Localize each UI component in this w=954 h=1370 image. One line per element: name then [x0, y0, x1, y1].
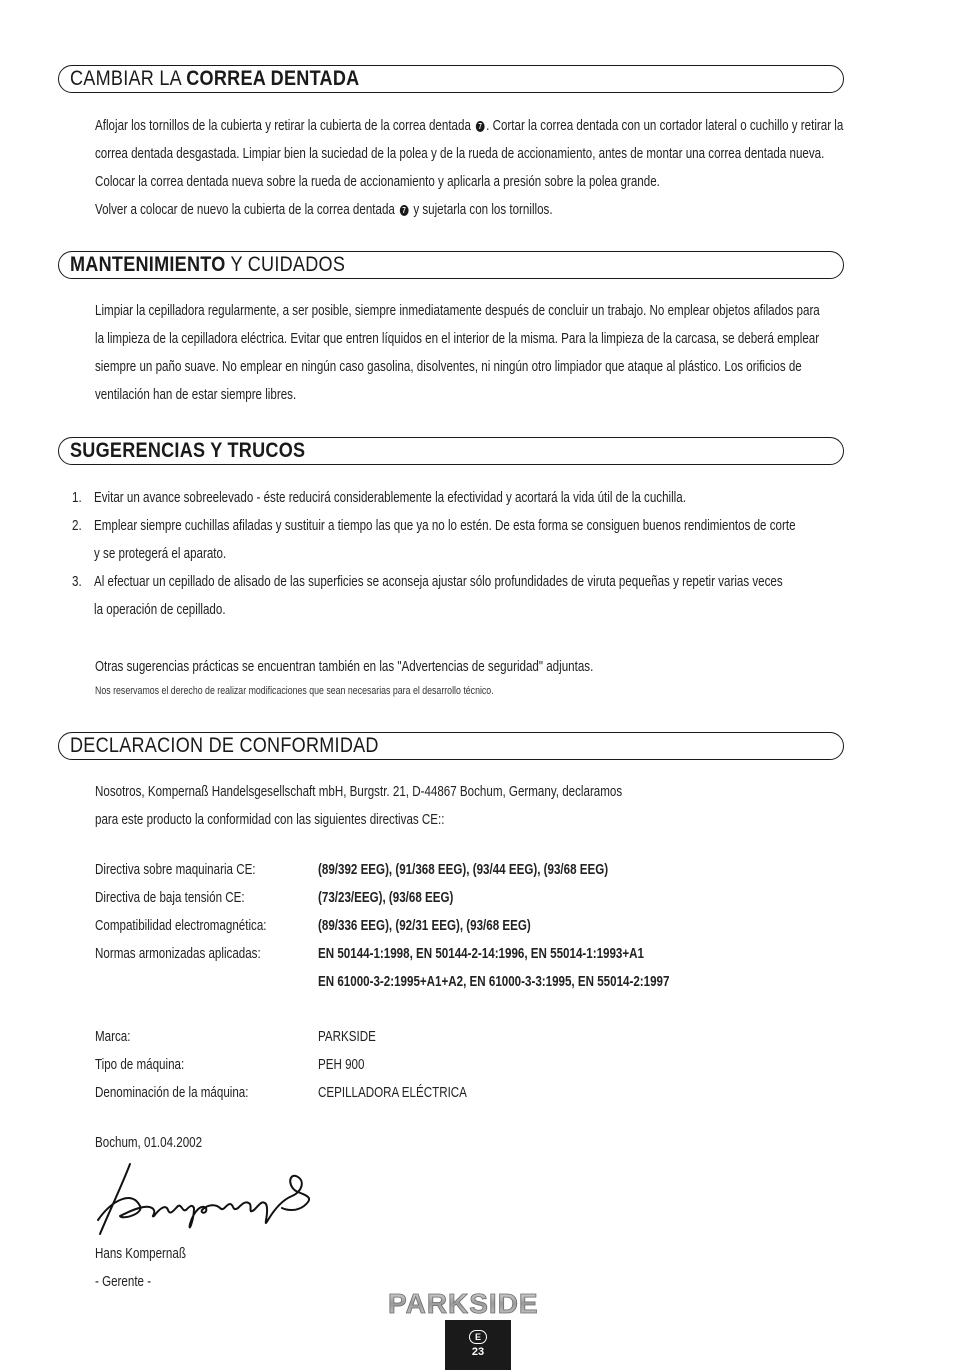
paragraph-line: Volver a colocar de nuevo la cubierta de la correa dentada 7 y sujetarla con los tornillos.	[95, 202, 553, 218]
section-header-tips	[58, 437, 844, 465]
conformity-intro: Nosotros, Kompernaß Handelsgesellschaft mbH, Burgstr. 21, D-44867 Bochum, Germany, declaramos para este producto la conformidad con las siguientes directivas CE::	[95, 784, 623, 828]
paragraph-line: Limpiar la cepilladora regularmente, a ser posible, siempre inmediatamente después de concluir un trabajo. No emplear objetos afilados para	[95, 303, 820, 319]
section-title-belt-bold: CORREA DENTADA	[186, 67, 360, 90]
paragraph-line: Aflojar los tornillos de la cubierta y retirar la cubierta de la correa dentada 7 . Cortar la correa dentada con un cortador lateral o cuchillo y retirar la	[95, 118, 844, 134]
section-title-tips: SUGERENCIAS Y TRUCOS	[70, 439, 306, 462]
paragraph-line: correa dentada desgastada. Limpiar bien la suciedad de la polea y de la rueda de accionamiento, antes de montar una correa dentada nueva.	[95, 146, 825, 162]
section-title-belt-regular: CAMBIAR LA	[70, 67, 181, 90]
signature-image	[92, 1160, 322, 1245]
paragraph-line: Colocar la correa dentada nueva sobre la rueda de accionamiento y aplicarla a presión sobre la polea grande.	[95, 174, 660, 190]
list-item-continuation: y se protegerá el aparato.	[94, 546, 227, 562]
section-header-belt	[58, 65, 844, 93]
language-badge: E	[469, 1330, 487, 1344]
list-item: 1. Evitar un avance sobreelevado - éste reducirá considerablemente la efectividad y acortará la vida útil de la cuchilla.	[72, 490, 686, 506]
page-number: 23	[471, 1346, 485, 1358]
reference-number-7-icon: 7	[476, 121, 485, 132]
list-item: 3. Al efectuar un cepillado de alisado de las superficies se aconseja ajustar sólo profundidades de viruta pequeñas y repetir varias veces	[72, 574, 783, 590]
section-title-maintenance-regular: Y CUIDADOS	[230, 253, 346, 276]
disclaimer-note: Nos reservamos el derecho de realizar modificaciones que sean necesarias para el desarrollo técnico.	[95, 685, 494, 697]
parkside-logo	[386, 1288, 570, 1323]
tips-note: Otras sugerencias prácticas se encuentran también en las "Advertencias de seguridad" adjuntas.	[95, 659, 594, 675]
reference-number-7-icon: 7	[400, 205, 409, 216]
paragraph-line: ventilación han de estar siempre libres.	[95, 387, 297, 403]
section-title-maintenance-bold: MANTENIMIENTO	[70, 253, 226, 276]
section-body-maintenance	[95, 297, 895, 409]
section-title-conformity: DECLARACION DE CONFORMIDAD	[70, 734, 379, 757]
paragraph-line: la limpieza de la cepilladora eléctrica. Evitar que entren líquidos en el interior de la misma. Para la limpieza de la carcasa, se deberá emplear	[95, 331, 820, 347]
section-header-conformity	[58, 732, 844, 760]
page-number-tab	[445, 1320, 511, 1370]
list-item: 2. Emplear siempre cuchillas afiladas y sustituir a tiempo las que ya no lo estén. De esta forma se consiguen buenos rendimientos de corte	[72, 518, 796, 534]
tips-list	[72, 484, 892, 624]
section-body-belt	[95, 112, 895, 224]
list-item-continuation: la operación de cepillado.	[94, 602, 226, 618]
paragraph-line: siempre un paño suave. No emplear en ningún caso gasolina, disolventes, ni ningún otro limpiador que ataque al plástico. Los orificios de	[95, 359, 802, 375]
svg-text:PARKSIDE: PARKSIDE	[388, 1288, 539, 1318]
section-header-maintenance	[58, 251, 844, 279]
